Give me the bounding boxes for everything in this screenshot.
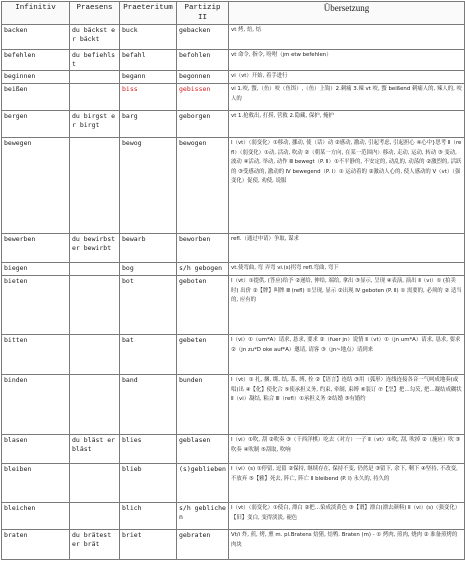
cell-praesens (70, 503, 120, 530)
verb-conjugation-table (1, 1, 465, 560)
cell-praesens: du befiehlst (70, 50, 120, 71)
cell-infinitiv: binden (2, 375, 70, 435)
cell-infinitiv: braten (2, 530, 70, 560)
table-row (2, 335, 465, 375)
cell-praeteritum: bewarb (120, 234, 177, 263)
cell-partizip: geboten (177, 276, 229, 335)
cell-infinitiv: befehlen (2, 50, 70, 71)
cell-praesens: du bläst er bläst (70, 435, 120, 464)
cell-praeteritum: bewog (120, 138, 177, 234)
cell-partizip: s/h gebogen (177, 263, 229, 276)
header-infinitiv: Infinitiv (2, 2, 70, 25)
header-uebersetzung: Übersetzung (229, 2, 465, 25)
table-row (2, 25, 465, 50)
cell-praesens: du bewirbst er bewirbt (70, 234, 120, 263)
cell-infinitiv: beginnen (2, 71, 70, 84)
table-body (2, 25, 465, 560)
cell-partizip: gebeten (177, 335, 229, 375)
cell-praeteritum: blieb (120, 464, 177, 503)
cell-uebersetzung: vi（vt）开始, 着手进行 (229, 71, 465, 84)
cell-infinitiv: bieten (2, 276, 70, 335)
cell-praesens (70, 263, 120, 276)
table-row (2, 503, 465, 530)
cell-partizip: bunden (177, 375, 229, 435)
table-row (2, 530, 465, 560)
cell-praeteritum: bot (120, 276, 177, 335)
table-row (2, 50, 465, 71)
cell-uebersetzung: Ⅰ（vt）（弱变化）①使白, 漂白 ②把…染成淡黄色 ③【谓】漂白(漂去颜料) Ⅱ（vi）(s)（强变化）【旧】变白, 变得淡淡, 褪色 (229, 503, 465, 530)
table-row (2, 138, 465, 234)
header-praeteritum: Praeteritum (120, 2, 177, 25)
cell-infinitiv: bewerben (2, 234, 70, 263)
cell-praesens (70, 84, 120, 111)
table-row (2, 234, 465, 263)
cell-praeteritum: band (120, 375, 177, 435)
cell-uebersetzung: vt.使弯曲, 弯 弄弯 vi.(s)拐弯 refl.弯曲, 弯下 (229, 263, 465, 276)
cell-uebersetzung: vt 1.抢救出, 打捞, 营救 2.隐藏, 保护, 掩护 (229, 111, 465, 138)
cell-partizip: bewogen (177, 138, 229, 234)
cell-uebersetzung: vi 1.咬, 螫,（鱼）咬（鱼饵）,（鱼）上钩）2.刺痛 3.辣 vt 咬, 螫 beißend 刺痛人的, 辣人的, 咬人的 (229, 84, 465, 111)
header-praesens: Praesens (70, 2, 120, 25)
cell-uebersetzung: vt 烤, 焙, 焙 (229, 25, 465, 50)
cell-praeteritum: blich (120, 503, 177, 530)
cell-partizip: geblasen (177, 435, 229, 464)
cell-praesens (70, 276, 120, 335)
cell-praesens: du birgst er birgt (70, 111, 120, 138)
table-row (2, 263, 465, 276)
cell-uebersetzung: Ⅰ（vi）①（um*A）请求, 恳求, 要求 ②（fuer jn）说情 Ⅱ（vt）①（jn um*A）请求, 恳求, 要求 ②（jn zu*D oke auf*A）邀请, 请客 ③（jn~地点）请到来 (229, 335, 465, 375)
cell-praeteritum: briet (120, 530, 177, 560)
table-row (2, 435, 465, 464)
cell-partizip: (s)geblieben (177, 464, 229, 503)
cell-praeteritum: buck (120, 25, 177, 50)
cell-praeteritum: biss (120, 84, 177, 111)
cell-praeteritum: befahl (120, 50, 177, 71)
cell-praesens (70, 71, 120, 84)
cell-uebersetzung: vt 命令, 指令, 吩咐（jm etw befehlen） (229, 50, 465, 71)
table-header-row (2, 2, 465, 25)
cell-praesens: du brätest er brät (70, 530, 120, 560)
table-row (2, 276, 465, 335)
cell-partizip: s/h geblichen (177, 503, 229, 530)
cell-uebersetzung: Ⅰ（vt）① 扎, 捆, 绑, 结, 系, 缚, 拴 ②【语言】连结 ③用（弧形）连线连接各音一气呵成地奏(或唱)出 ④【化】使化合 ⑤使承担义务, 约束, 牵制, 束缚 ⑥装订 ⑦【烹】把…勾芡, 把…凝结成糊状 Ⅱ（vi）凝结, 粘合 Ⅲ（refl）①承担义务 ②结婚 ③有婚约 (229, 375, 465, 435)
cell-partizip: geborgen (177, 111, 229, 138)
cell-uebersetzung: Ⅰ（vi）①吹, 刮 ②吹奏 ③（干西洋棋）吃去（对方）一子 Ⅱ（vt）①吹, 刮, 吹掉 ②（施应）吹 ③吹奏 ④吹制 ⑤刮取, 吹响 (229, 435, 465, 464)
cell-praesens (70, 375, 120, 435)
table-row (2, 464, 465, 503)
cell-infinitiv: bleiben (2, 464, 70, 503)
cell-praesens (70, 138, 120, 234)
cell-infinitiv: biegen (2, 263, 70, 276)
cell-uebersetzung: Vt/i 炸, 煎, 烤, 熏 m. pl.Bratens 焙猪, 焙鸭. Braten (m) - ① 烤肉, 煎肉, 烧肉 ② 准备煎烤的肉块 (229, 530, 465, 560)
cell-uebersetzung: Ⅰ（vt）①提供, (答应)给予 ②递给, 伸给, 端给, 拿出 ③显示, 呈现 ④表演, 演出 Ⅱ（vi）① (拍卖时) 出价 ②【牌】叫牌 Ⅲ (refl) ①呈现, 显示 ②出现 Ⅳ geboten (P. Ⅱ) ① 需要的, 必须的 ② 适当的, 应有的 (229, 276, 465, 335)
cell-infinitiv: beißen (2, 84, 70, 111)
cell-praeteritum: bog (120, 263, 177, 276)
cell-partizip: befohlen (177, 50, 229, 71)
cell-praesens (70, 464, 120, 503)
cell-praesens: du bäckst er bäckt (70, 25, 120, 50)
cell-partizip: gebraten (177, 530, 229, 560)
table-row (2, 71, 465, 84)
cell-infinitiv: bleichen (2, 503, 70, 530)
cell-infinitiv: bitten (2, 335, 70, 375)
cell-infinitiv: bewegen (2, 138, 70, 234)
cell-praeteritum: bat (120, 335, 177, 375)
cell-uebersetzung: Ⅰ（vi）(s) ①停留, 逗留 ②保持, 继续存在, 保持不变, 仍然是 ③留下, 余下, 剩下 ④坚持, 不改变, 不放弃 ⑤【雅】死去, 阵亡, 阵亡 Ⅱ bleibend (P. Ⅰ) 永久的, 持久的 (229, 464, 465, 503)
cell-uebersetzung: Ⅰ（vt）（弱变化）①移动, 挪动, 使（话）动 ②感动, 激动, 引起考虑, 引起担心 ④心中}思考 Ⅱ（refl）（弱变化）①动, 活动, 吹动 ②（朝某一方向, 在某一范围内）移动, 走动, 运动, 转动 ③ 变动, 波动 ④活动, 举动, 动作 Ⅲ bewegt（P. Ⅱ）①不平静的, 不安定的, 动乱的, 动荡的 ②激烈的, 活跃的 ③受感动的, 激动的 Ⅳ bewegend（P. Ⅰ）① 运动着的 ②激动人心的, 使人感动的 Ⅴ（vt）（强变化）促使, 劝使, 说服 (229, 138, 465, 234)
cell-partizip: begonnen (177, 71, 229, 84)
cell-partizip: gebacken (177, 25, 229, 50)
cell-praeteritum: blies (120, 435, 177, 464)
cell-partizip: gebissen (177, 84, 229, 111)
cell-partizip: beworben (177, 234, 229, 263)
table-row (2, 375, 465, 435)
cell-infinitiv: bergen (2, 111, 70, 138)
cell-praeteritum: barg (120, 111, 177, 138)
cell-praeteritum: begann (120, 71, 177, 84)
header-partizip: Partizip II (177, 2, 229, 25)
cell-praesens (70, 335, 120, 375)
cell-infinitiv: blasen (2, 435, 70, 464)
cell-uebersetzung: refl.（通过申请）争取, 谋求 (229, 234, 465, 263)
cell-infinitiv: backen (2, 25, 70, 50)
table-row (2, 84, 465, 111)
table-row (2, 111, 465, 138)
